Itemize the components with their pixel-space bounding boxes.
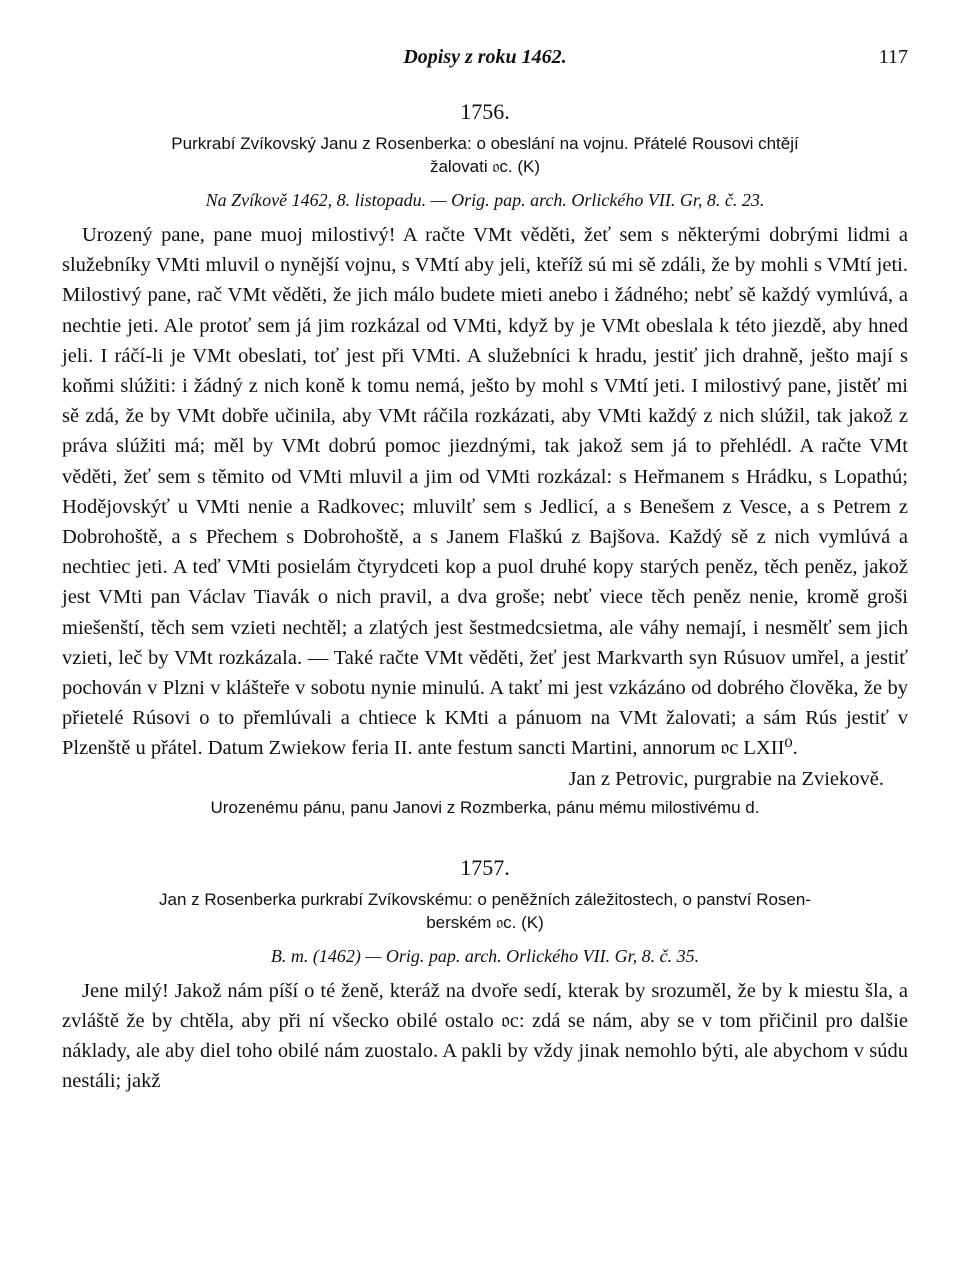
document-number: 1757. [460, 854, 510, 880]
letter-1757 [62, 854, 908, 1097]
page-number: 117 [878, 46, 908, 68]
regest-line: berském 𝔬c. (K) [426, 912, 544, 932]
signature: Jan z Petrovic, purgrabie na Zviekově. [568, 767, 884, 790]
regest-line: Jan z Rosenberka purkrabí Zvíkovskému: o peněžních záležitostech, o panství Rosen- [159, 889, 811, 909]
document-number: 1756. [460, 99, 510, 124]
letter-paragraph: Urozený pane, pane muoj milostivý! A račte VMt věděti, žeť sem s některými dobrými lidmi a služebníky VMti mluvil o nynější vojnu, s VMtí aby jeli, kteříž sú mi sě zdáli, že by mohli s VMtí jeti. Milostivý pane, rač VMt věděti, že jich málo budete mieti anebo i žádného; nebť sě každý vymlúvá, a nechtie jeti. Ale protoť sem já jim rozkázal od VMti, když by je VMt obeslala k této jiezdě, aby hned jeli. I ráčí-li je VMt obeslati, toť jest při VMti. A služebníci k hradu, jestiť jich drahně, ješto mají s koňmi slúžiti: i žádný z nich koně k tomu nemá, ješto by mohl s VMtí jeti. I milostivý pane, jistěť mi sě zdá, že by VMt dobře učinila, aby VMt ráčila rozkázati, aby VMti každý z nich slúžil, tak jakož z práva slúžiti má; měl by VMt dobrú pomoc jiezdnými, tak jakož sem já to přehlédl. A račte VMt věděti, žeť sem s těmito od VMti mluvil a jim od VMti rozkázal: s Heřmanem s Hrádku, s Lopathú; Hodějovskýť u VMti nenie a Radkovec; mluvilť sem s Jedlicí, a s Benešem z Vesce, a s Petrem z Dobrohoště, a s Přechem s Dobrohoště, a s Janem Flaškú z Bajšova. Každý sě z nich vymlúvá a nechtiec jeti. A teď VMti posielám čtyrydceti kop a puol druhé kopy starých peněz, těch peněz, jakož jest VMti pan Václav Tiavák o nich pravil, a dva groše; nebť viece těch peněz nenie, kromě groši miešenští, těch sem vzieti nechtěl; a zlatých jest šestmedcsietma, ale váhy nemají, i nesmělť sem jich vzieti, leč by VMt rozkázala. — Také račte VMt věděti, žeť jest Markvarth syn Rúsuov umřel, a jestiť pochován v Plzni v klášteře v sobotu nynie minulú. A takť mi jest vzkázáno od dobrého člověka, že by přietelé Rúsovi o to přemlúvali a chtiece k KMti a pánuom na VMt žalovati; a sám Rús jestiť v Plzenště u přátel. Datum Zwiekow feria II. ante festum sancti Martini, annorum 𝔬c LXII⁰. [62, 224, 908, 760]
source-citation: B. m. (1462) — Orig. pap. arch. Orlického VII. Gr, 8. č. 35. [270, 945, 700, 966]
regest [82, 888, 888, 934]
regest-line: žalovati 𝔬c. (K) [429, 157, 541, 176]
letter-body [62, 220, 908, 764]
book-page [62, 46, 908, 1096]
running-head [62, 46, 908, 76]
address-line: Urozenému pánu, panu Janovi z Rozmberka, pánu mému milostivému d. [210, 797, 760, 817]
regest [82, 132, 888, 178]
running-title: Dopisy z roku 1462. [403, 46, 567, 68]
source-citation: Na Zvíkově 1462, 8. listopadu. — Orig. pap. arch. Orlického VII. Gr, 8. č. 23. [205, 190, 765, 210]
regest-line: Purkrabí Zvíkovský Janu z Rosenberka: o obeslání na vojnu. Přátelé Rousovi chtějí [171, 134, 799, 153]
letter-1756 [62, 98, 908, 820]
letter-paragraph: Jene milý! Jakož nám píší o té ženě, kteráž na dvoře sedí, kterak by srozuměl, že by k miestu šla, a zvláště že by chtěla, aby při ní všecko obilé ostalo 𝔬c: zdá se nám, aby se v tom přičinil pro dalšie náklady, ale aby diel toho obilé nám zuostalo. A pakli by vždy jinak nemohlo býti, ale abychom v súdu nestáli; jakž [62, 979, 908, 1093]
letter-body [62, 976, 908, 1097]
